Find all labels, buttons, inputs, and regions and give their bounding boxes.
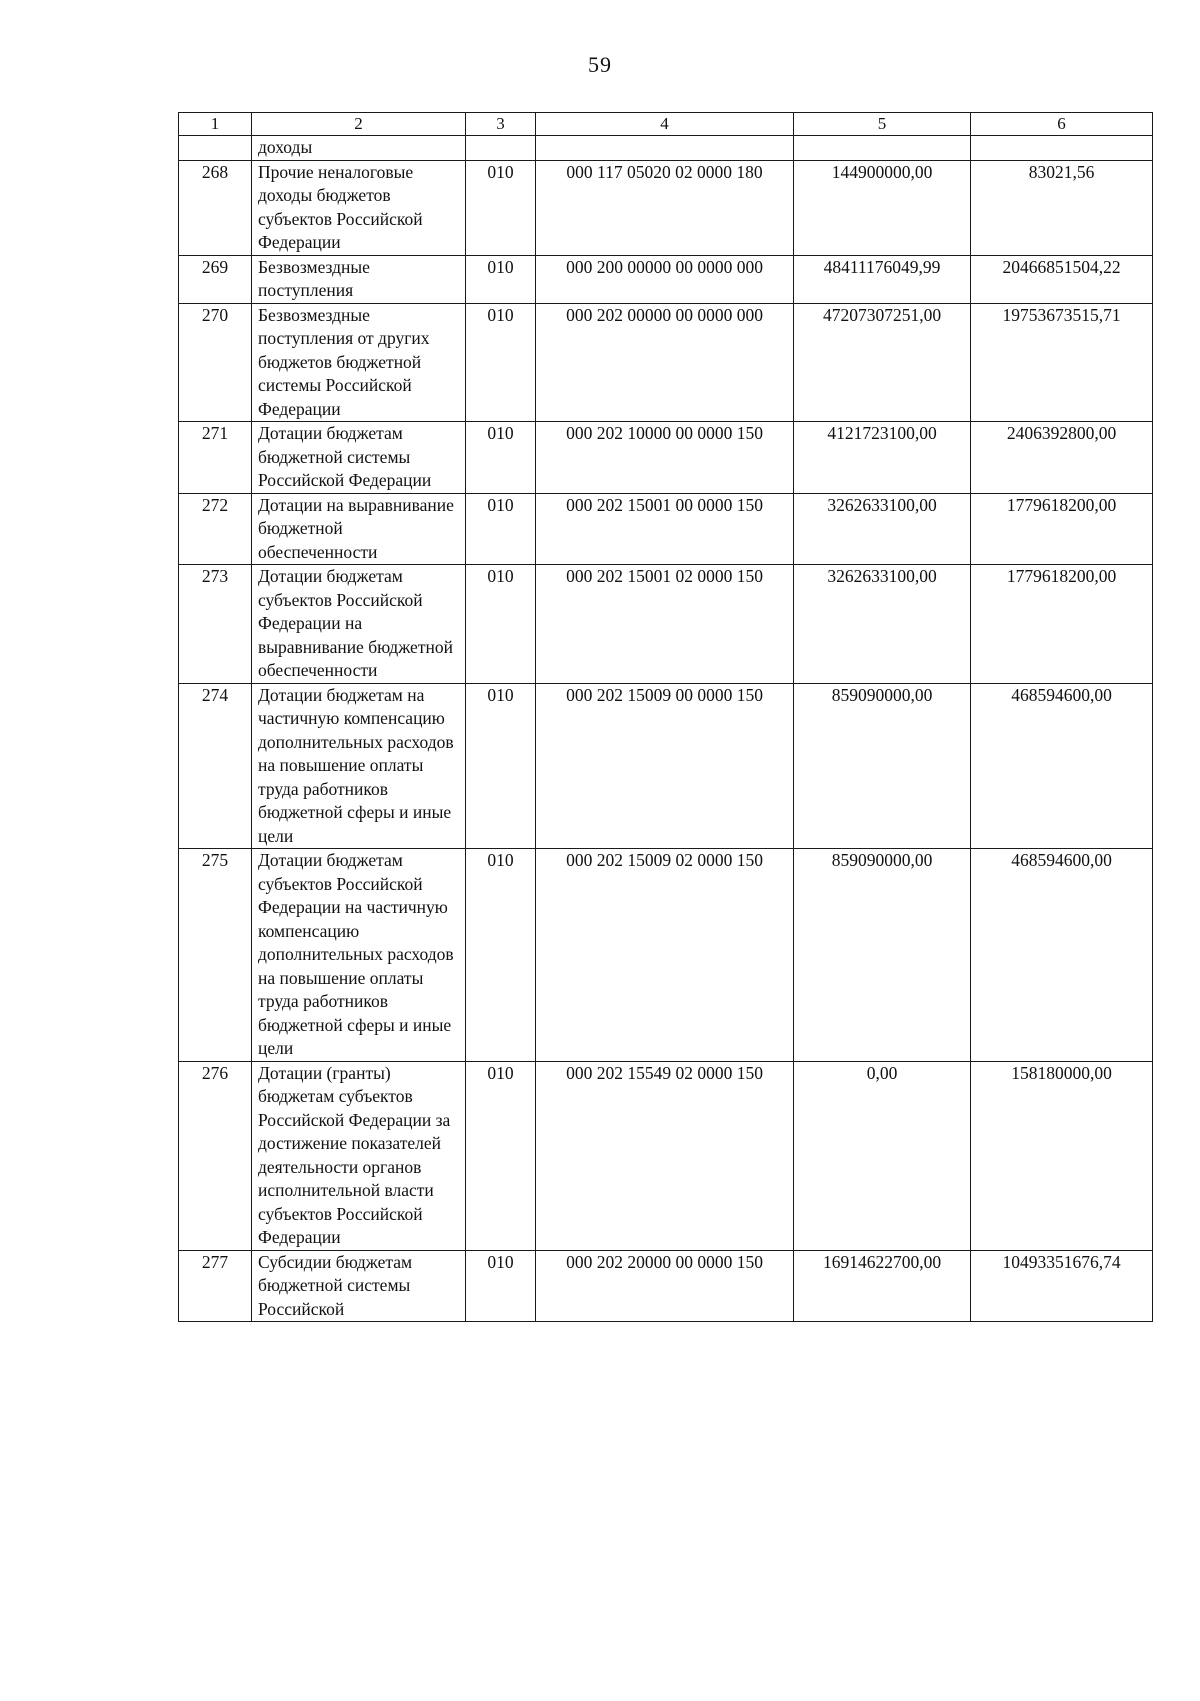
executed-amount: 83021,56	[971, 160, 1153, 255]
continuation-cell-5	[794, 136, 971, 161]
row-number: 271	[179, 422, 252, 494]
executed-amount: 158180000,00	[971, 1061, 1153, 1250]
budget-classification-code: 000 202 15009 02 0000 150	[536, 849, 794, 1062]
revenue-name: Дотации бюджетам субъектов Российской Федерации на частичную компенсацию дополнительных расходов на повышение оплаты труда работников бюджетной сферы и иные цели	[252, 849, 466, 1062]
continuation-cell-1	[179, 136, 252, 161]
row-number: 269	[179, 255, 252, 303]
table-row	[179, 1250, 1153, 1322]
executed-amount: 20466851504,22	[971, 255, 1153, 303]
budget-classification-code: 000 202 15001 00 0000 150	[536, 493, 794, 565]
revenue-name: Дотации бюджетам бюджетной системы Российской Федерации	[252, 422, 466, 494]
row-number: 276	[179, 1061, 252, 1250]
budget-classification-code: 000 117 05020 02 0000 180	[536, 160, 794, 255]
budget-classification-code: 000 202 20000 00 0000 150	[536, 1250, 794, 1322]
admin-code: 010	[466, 565, 536, 684]
revenue-name: Дотации на выравнивание бюджетной обеспеченности	[252, 493, 466, 565]
budget-classification-code: 000 202 00000 00 0000 000	[536, 303, 794, 422]
budget-revenue-table	[178, 112, 1153, 1322]
page-number: 59	[588, 52, 612, 77]
row-number: 274	[179, 683, 252, 849]
revenue-name: Дотации бюджетам на частичную компенсацию дополнительных расходов на повышение оплаты труда работников бюджетной сферы и иные цели	[252, 683, 466, 849]
continuation-row	[179, 136, 1153, 161]
approved-amount: 16914622700,00	[794, 1250, 971, 1322]
table-row	[179, 422, 1153, 494]
row-number: 272	[179, 493, 252, 565]
continuation-cell-6	[971, 136, 1153, 161]
continuation-text: доходы	[252, 136, 466, 161]
admin-code: 010	[466, 683, 536, 849]
admin-code: 010	[466, 493, 536, 565]
row-number: 277	[179, 1250, 252, 1322]
approved-amount: 859090000,00	[794, 683, 971, 849]
budget-classification-code: 000 202 15009 00 0000 150	[536, 683, 794, 849]
admin-code: 010	[466, 160, 536, 255]
approved-amount: 0,00	[794, 1061, 971, 1250]
executed-amount: 19753673515,71	[971, 303, 1153, 422]
admin-code: 010	[466, 303, 536, 422]
budget-classification-code: 000 200 00000 00 0000 000	[536, 255, 794, 303]
revenue-name: Прочие неналоговые доходы бюджетов субъектов Российской Федерации	[252, 160, 466, 255]
column-header-2: 2	[252, 113, 466, 136]
column-header-4: 4	[536, 113, 794, 136]
approved-amount: 859090000,00	[794, 849, 971, 1062]
revenue-name: Дотации бюджетам субъектов Российской Федерации на выравнивание бюджетной обеспеченности	[252, 565, 466, 684]
table-row	[179, 849, 1153, 1062]
approved-amount: 144900000,00	[794, 160, 971, 255]
table-row	[179, 493, 1153, 565]
row-number: 268	[179, 160, 252, 255]
admin-code: 010	[466, 1250, 536, 1322]
table-row	[179, 1061, 1153, 1250]
row-number: 275	[179, 849, 252, 1062]
revenue-name: Безвозмездные поступления от других бюджетов бюджетной системы Российской Федерации	[252, 303, 466, 422]
approved-amount: 3262633100,00	[794, 565, 971, 684]
row-number: 273	[179, 565, 252, 684]
executed-amount: 468594600,00	[971, 849, 1153, 1062]
row-number: 270	[179, 303, 252, 422]
executed-amount: 1779618200,00	[971, 493, 1153, 565]
column-header-6: 6	[971, 113, 1153, 136]
approved-amount: 48411176049,99	[794, 255, 971, 303]
approved-amount: 3262633100,00	[794, 493, 971, 565]
budget-classification-code: 000 202 15549 02 0000 150	[536, 1061, 794, 1250]
continuation-cell-3	[466, 136, 536, 161]
column-header-1: 1	[179, 113, 252, 136]
revenue-name: Дотации (гранты) бюджетам субъектов Российской Федерации за достижение показателей деятельности органов исполнительной власти субъектов Российской Федерации	[252, 1061, 466, 1250]
continuation-cell-4	[536, 136, 794, 161]
revenue-name: Субсидии бюджетам бюджетной системы Российской	[252, 1250, 466, 1322]
column-header-3: 3	[466, 113, 536, 136]
admin-code: 010	[466, 849, 536, 1062]
admin-code: 010	[466, 255, 536, 303]
approved-amount: 47207307251,00	[794, 303, 971, 422]
column-number-header-row	[179, 113, 1153, 136]
executed-amount: 1779618200,00	[971, 565, 1153, 684]
executed-amount: 2406392800,00	[971, 422, 1153, 494]
table-row	[179, 565, 1153, 684]
revenue-name: Безвозмездные поступления	[252, 255, 466, 303]
table-row	[179, 160, 1153, 255]
table-row	[179, 683, 1153, 849]
admin-code: 010	[466, 422, 536, 494]
column-header-5: 5	[794, 113, 971, 136]
executed-amount: 10493351676,74	[971, 1250, 1153, 1322]
budget-classification-code: 000 202 15001 02 0000 150	[536, 565, 794, 684]
table-row	[179, 255, 1153, 303]
budget-classification-code: 000 202 10000 00 0000 150	[536, 422, 794, 494]
executed-amount: 468594600,00	[971, 683, 1153, 849]
admin-code: 010	[466, 1061, 536, 1250]
approved-amount: 4121723100,00	[794, 422, 971, 494]
table-row	[179, 303, 1153, 422]
